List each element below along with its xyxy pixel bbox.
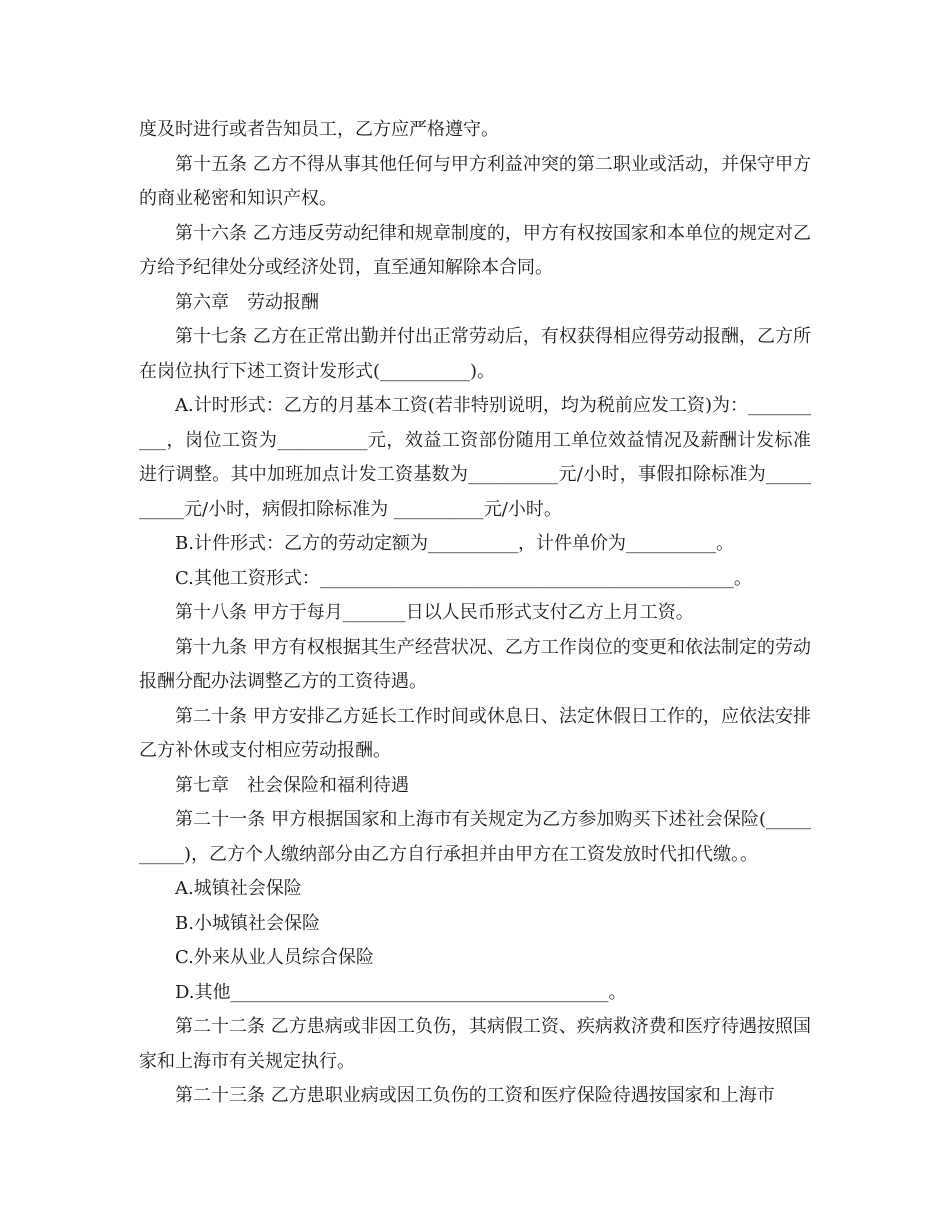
clause-a-time-based: A.计时形式：乙方的月基本工资(若非特别说明，均为税前应发工资)为：__________，岗位工资为__________元，效益工资部份随用工单位效益情况及薪酬计发标准进行调整。其中加班加点计发工资基数为__________元/小时，事假扣除标准为__________元/小时，病假扣除标准为 __________元/小时。 <box>139 395 811 520</box>
insurance-option-a: A.城镇社会保险 <box>175 878 302 899</box>
paragraph: 度及时进行或者告知员工，乙方应严格遵守。 <box>139 119 499 140</box>
clause-c-other-wage: C.其他工资形式：______________________________________________。 <box>175 567 752 589</box>
article-23: 第二十三条 乙方患职业病或因工负伤的工资和医疗保险待遇按国家和上海市 <box>175 1085 775 1106</box>
insurance-option-d: D.其他__________________________________________。 <box>175 981 627 1003</box>
article-21: 第二十一条 甲方根据国家和上海市有关规定为乙方参加购买下述社会保险(__________)，乙方个人缴纳部分由乙方自行承担并由甲方在工资发放时代扣代缴。。 <box>139 809 811 865</box>
insurance-option-c: C.外来从业人员综合保险 <box>175 947 374 968</box>
article-17: 第十七条 乙方在正常出勤并付出正常劳动后，有权获得相应得劳动报酬，乙方所在岗位执行下述工资计发形式(__________)。 <box>139 326 811 382</box>
article-15: 第十五条 乙方不得从事其他任何与甲方利益冲突的第二职业或活动，并保守甲方的商业秘密和知识产权。 <box>139 153 811 209</box>
article-19: 第十九条 甲方有权根据其生产经营状况、乙方工作岗位的变更和依法制定的劳动报酬分配办法调整乙方的工资待遇。 <box>139 636 811 692</box>
document-page <box>139 113 811 1114</box>
article-18: 第十八条 甲方于每月_______日以人民币形式支付乙方上月工资。 <box>175 602 694 623</box>
chapter-6-heading: 第六章 劳动报酬 <box>175 291 319 313</box>
article-20: 第二十条 甲方安排乙方延长工作时间或休息日、法定休假日工作的，应依法安排乙方补休或支付相应劳动报酬。 <box>139 705 811 761</box>
clause-b-piece-based: B.计件形式：乙方的劳动定额为__________，计件单价为__________。 <box>175 533 734 554</box>
insurance-option-b: B.小城镇社会保险 <box>175 912 320 934</box>
article-22: 第二十二条 乙方患病或非因工负伤，其病假工资、疾病救济费和医疗待遇按照国家和上海市有关规定执行。 <box>139 1016 811 1072</box>
article-16: 第十六条 乙方违反劳动纪律和规章制度的，甲方有权按国家和本单位的规定对乙方给予纪律处分或经济处罚，直至通知解除本合同。 <box>139 222 811 278</box>
chapter-7-heading: 第七章 社会保险和福利待遇 <box>175 774 409 796</box>
